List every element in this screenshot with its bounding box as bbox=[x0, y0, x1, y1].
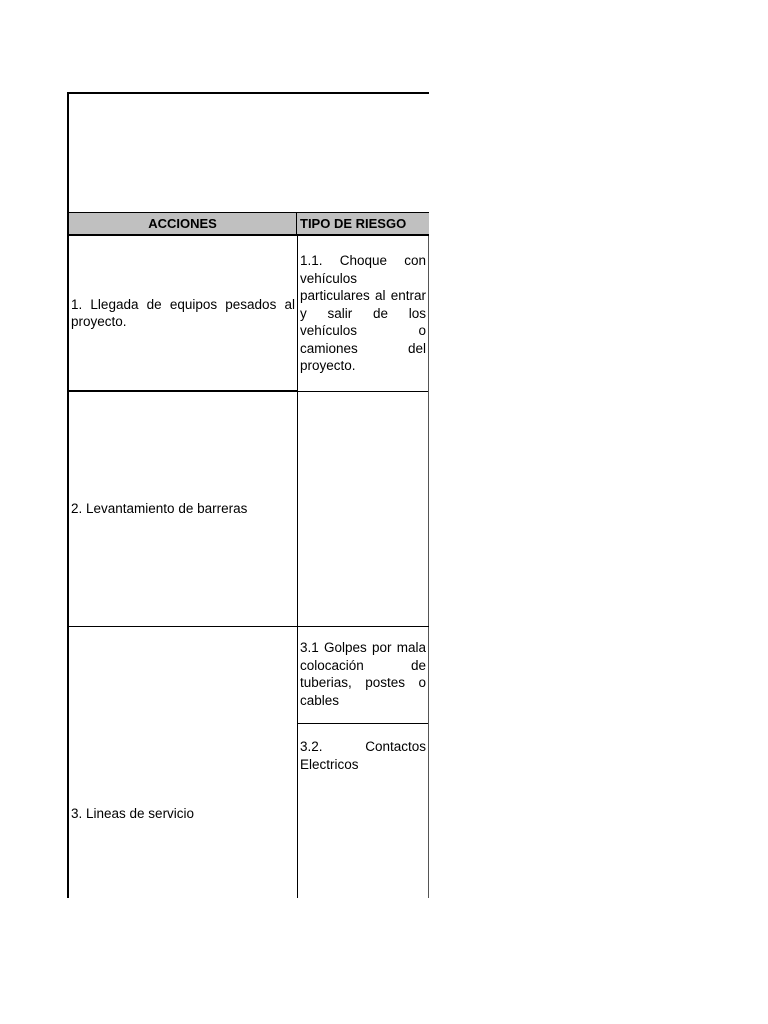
row-2-accion: 2. Levantamiento de barreras bbox=[71, 501, 248, 517]
header-acciones: ACCIONES bbox=[69, 213, 297, 234]
risk-table bbox=[67, 92, 429, 898]
risk-separator-3 bbox=[298, 723, 428, 724]
row-1-riesgo-1: 1.1. Choque con vehículos particulares al entrar y salir de los vehículos o camiones del proyecto. bbox=[300, 253, 426, 373]
row-3-riesgo-1: 3.1 Golpes por mala colocación de tuberias, postes o cables bbox=[300, 640, 426, 708]
row-separator-1-riesgo bbox=[298, 391, 428, 392]
row-3-riesgo-2: 3.2. Contactos Electricos bbox=[300, 739, 426, 772]
header-tipo-de-riesgo: TIPO DE RIESGO bbox=[300, 216, 407, 231]
table-header-row bbox=[69, 212, 429, 235]
column-right-edge bbox=[428, 235, 429, 898]
row-3-accion: 3. Lineas de servicio bbox=[71, 806, 195, 822]
row-1-accion: 1. Llegada de equipos pesados al proyecto. bbox=[71, 296, 295, 329]
table-top-border bbox=[67, 92, 429, 94]
